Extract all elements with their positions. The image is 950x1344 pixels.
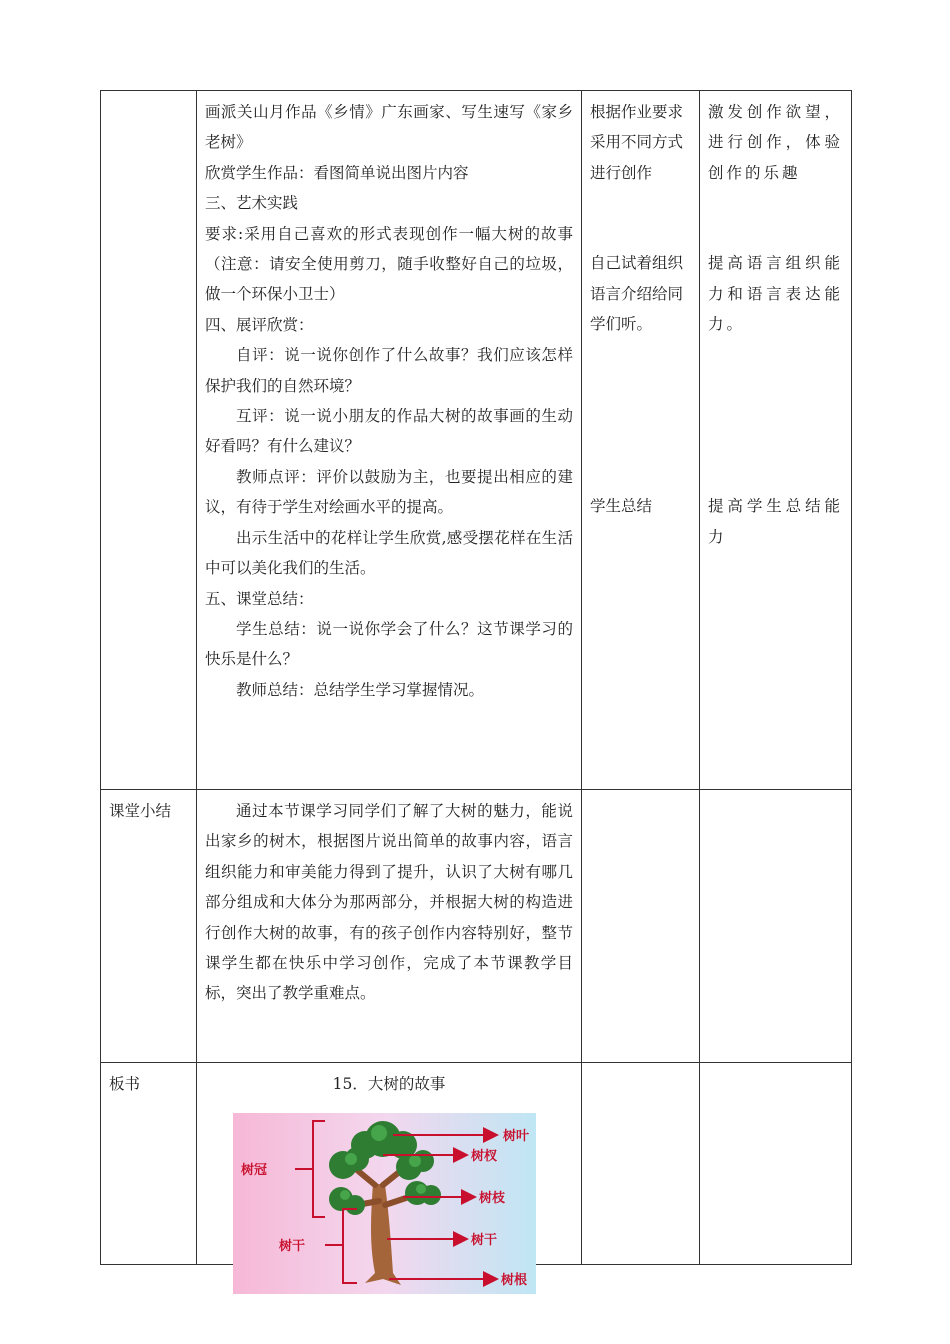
process-line: 学生总结：说一说你学会了什么？这节课学习的快乐是什么？ — [205, 619, 573, 669]
fork-label: 树杈 — [471, 1149, 498, 1164]
process-line: 五、课堂总结： — [205, 589, 314, 608]
table-row — [101, 790, 852, 1063]
design-intent-text: 激发创作欲望，进行创作，体验创作的乐趣 — [708, 103, 843, 182]
empty-cell — [582, 1063, 700, 1265]
process-line: 教师总结：总结学生学习掌握情况。 — [236, 680, 485, 699]
process-line: 教师点评：评价以鼓励为主，也要提出相应的建议，有待于学生对绘画水平的提高。 — [205, 467, 573, 517]
table-row — [101, 91, 852, 790]
process-line: 自评：说一说你创作了什么故事？我们应该怎样保护我们的自然环境？ — [205, 346, 573, 395]
lesson-plan-table — [100, 90, 852, 1265]
blackboard-label: 板书 — [101, 1063, 197, 1265]
process-line: 四、展评欣赏： — [205, 315, 314, 334]
trunk-label: 树干 — [471, 1233, 498, 1248]
root-label: 树根 — [501, 1273, 528, 1288]
class-summary-label: 课堂小结 — [101, 790, 197, 1063]
student-activity-text: 自己试着组织语言介绍给同学们听。 — [590, 254, 684, 334]
process-line: 要求:采用自己喜欢的形式表现创作一幅大树的故事（注意：请安全使用剪刀，随手收整好自己的垃圾，做一个环保小卫士） — [205, 224, 573, 304]
tree-structure-diagram — [233, 1113, 536, 1294]
teaching-process-cell — [197, 91, 582, 790]
summary-paragraph: 通过本节课学习同学们了解了大树的魅力，能说出家乡的树木，根据图片说出简单的故事内容，语言组织能力和审美能力得到了提升，认识了大树有哪几部分组成和大体分为那两部分，并根据大树的构造进行创作大树的故事，有的孩子创作内容特别好，整节课学生都在快乐中学习创作，完成了本节课教学目标，突出了教学重难点。 — [205, 802, 573, 1003]
empty-cell — [700, 790, 852, 1063]
blackboard-title: 15．大树的故事 — [332, 1075, 446, 1093]
process-line: 互评：说一说小朋友的作品大树的故事画的生动好看吗？有什么建议？ — [205, 407, 573, 456]
trunk-group-label: 树干 — [279, 1239, 306, 1254]
process-line: 出示生活中的花样让学生欣赏,感受摆花样在生活中可以美化我们的生活。 — [205, 528, 573, 578]
class-summary-text — [197, 790, 582, 1063]
branch-label: 树枝 — [479, 1191, 506, 1206]
process-line: 欣赏学生作品：看图简单说出图片内容 — [205, 163, 469, 182]
design-intent-text: 提高学生总结能力 — [708, 497, 843, 546]
empty-label-cell — [101, 91, 197, 790]
design-intent-cell — [700, 91, 852, 790]
leaf-label: 树叶 — [503, 1129, 530, 1144]
student-activity-text: 根据作业要求采用不同方式进行创作 — [590, 103, 684, 182]
student-activity-text: 学生总结 — [590, 497, 653, 516]
design-intent-text: 提高语言组织能力和语言表达能力。 — [708, 254, 843, 334]
process-line: 画派关山月作品《乡情》广东画家、写生速写《家乡老树》 — [205, 103, 573, 152]
empty-cell — [582, 790, 700, 1063]
empty-cell — [700, 1063, 852, 1265]
crown-label: 树冠 — [241, 1163, 268, 1178]
student-activity-cell — [582, 91, 700, 790]
process-line: 三、艺术实践 — [205, 194, 299, 213]
